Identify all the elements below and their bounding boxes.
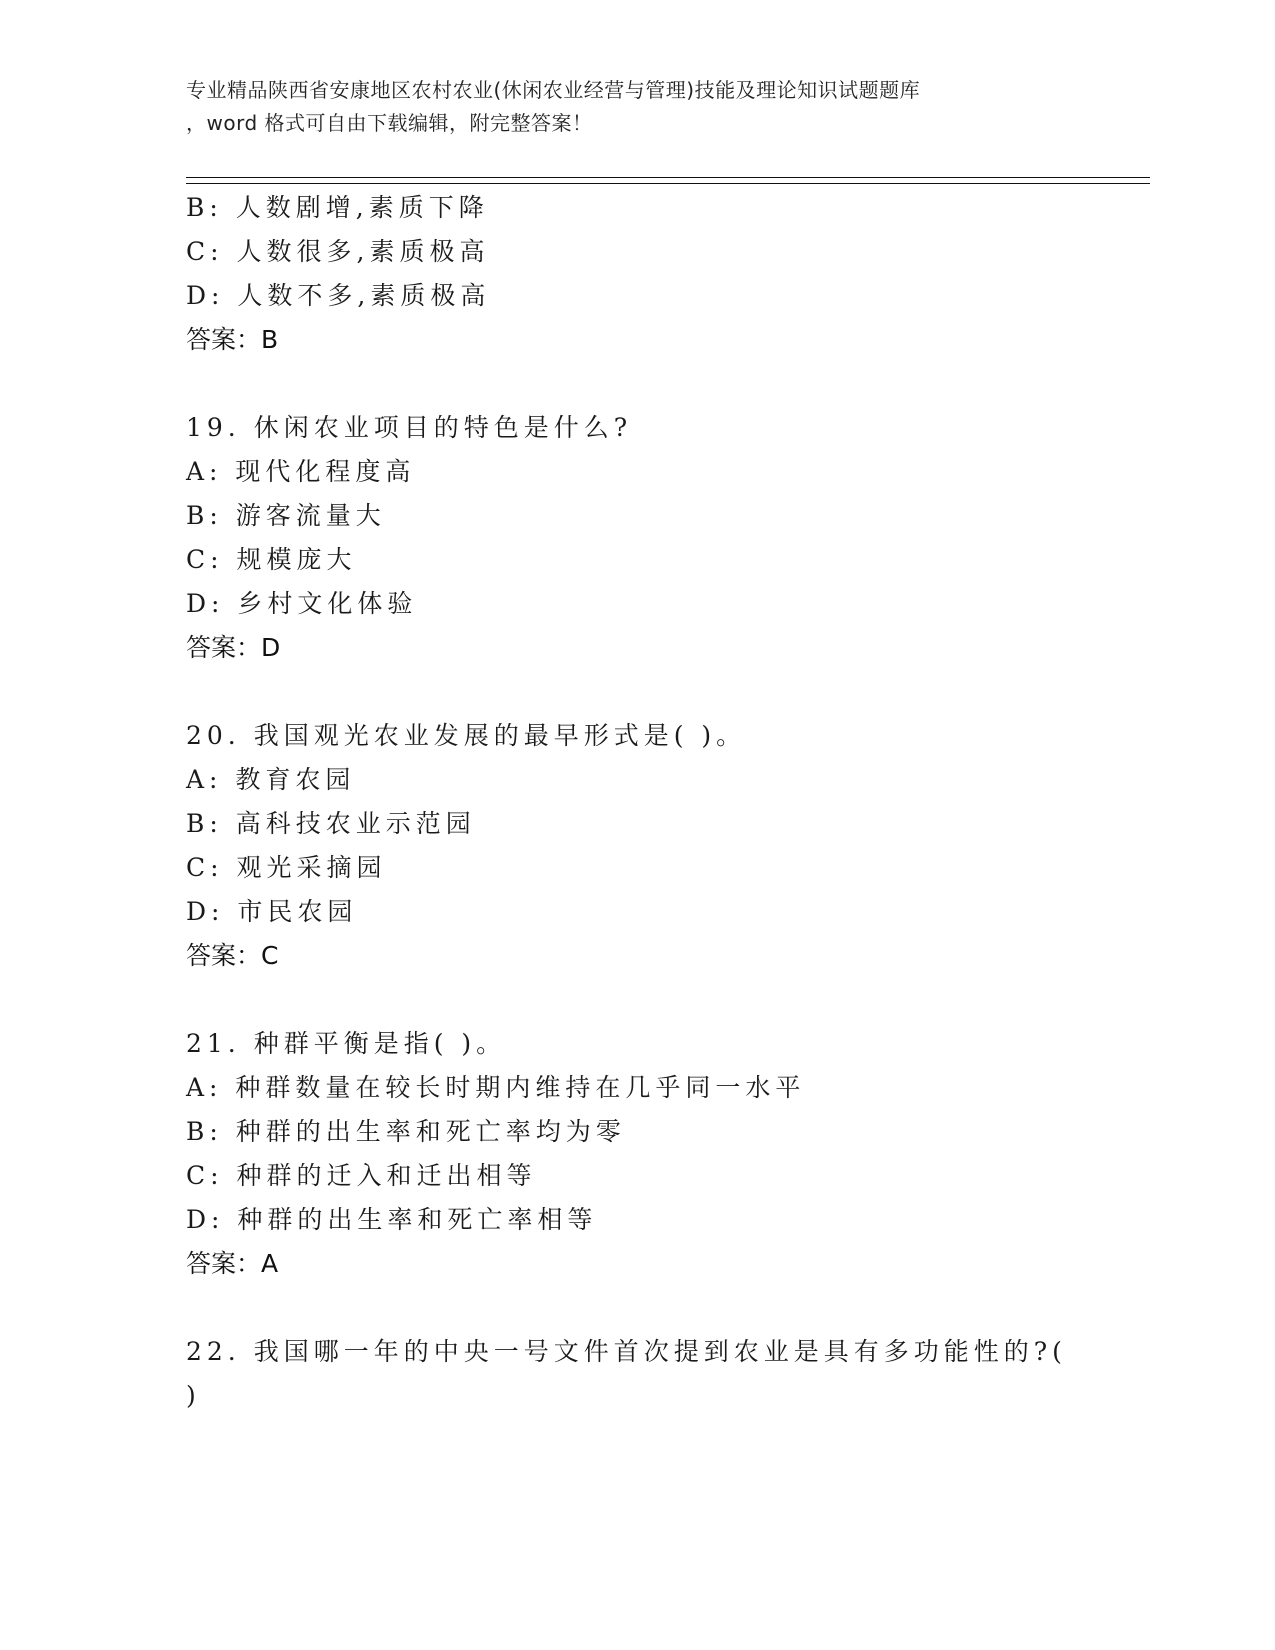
header-rule-top — [186, 177, 1150, 178]
q18-answer: 答案：B — [186, 325, 279, 354]
q21-option-c: C: 种群的迁入和迁出相等 — [186, 1161, 537, 1190]
q18-option-c: C: 人数很多,素质极高 — [186, 237, 490, 266]
q21-option-b: B: 种群的出生率和死亡率均为零 — [186, 1117, 626, 1146]
q19-answer: 答案：D — [186, 633, 281, 662]
header-title-line: 专业精品陕西省安康地区农村农业(休闲农业经营与管理)技能及理论知识试题题库 — [186, 78, 921, 102]
q19-option-b: B: 游客流量大 — [186, 501, 386, 530]
q20-option-d: D: 市民农园 — [186, 897, 358, 926]
q20-option-b: B: 高科技农业示范园 — [186, 809, 476, 838]
page-header — [186, 74, 1086, 140]
q20-option-c: C: 观光采摘园 — [186, 853, 387, 882]
q20-answer: 答案：C — [186, 941, 279, 970]
q19-option-d: D: 乡村文化体验 — [186, 589, 418, 618]
header-rule-bottom — [186, 183, 1150, 184]
q20-question: 20. 我国观光农业发展的最早形式是( )。 — [186, 721, 747, 750]
q22-question: 22. 我国哪一年的中央一号文件首次提到农业是具有多功能性的?( — [186, 1337, 1067, 1366]
header-subtitle-line: ，word 格式可自由下载编辑，附完整答案！ — [186, 111, 593, 135]
q19-question: 19. 休闲农业项目的特色是什么? — [186, 413, 633, 442]
q22-question-continuation: ) — [186, 1381, 201, 1410]
q19-option-c: C: 规模庞大 — [186, 545, 357, 574]
q18-option-b: B: 人数剧增,素质下降 — [186, 193, 489, 222]
q21-answer: 答案：A — [186, 1249, 279, 1278]
q21-question: 21. 种群平衡是指( )。 — [186, 1029, 507, 1058]
q18-option-d: D: 人数不多,素质极高 — [186, 281, 491, 310]
q21-option-a: A: 种群数量在较长时期内维持在几乎同一水平 — [186, 1073, 806, 1102]
q21-option-d: D: 种群的出生率和死亡率相等 — [186, 1205, 598, 1234]
q19-option-a: A: 现代化程度高 — [186, 457, 416, 486]
q20-option-a: A: 教育农园 — [186, 765, 356, 794]
